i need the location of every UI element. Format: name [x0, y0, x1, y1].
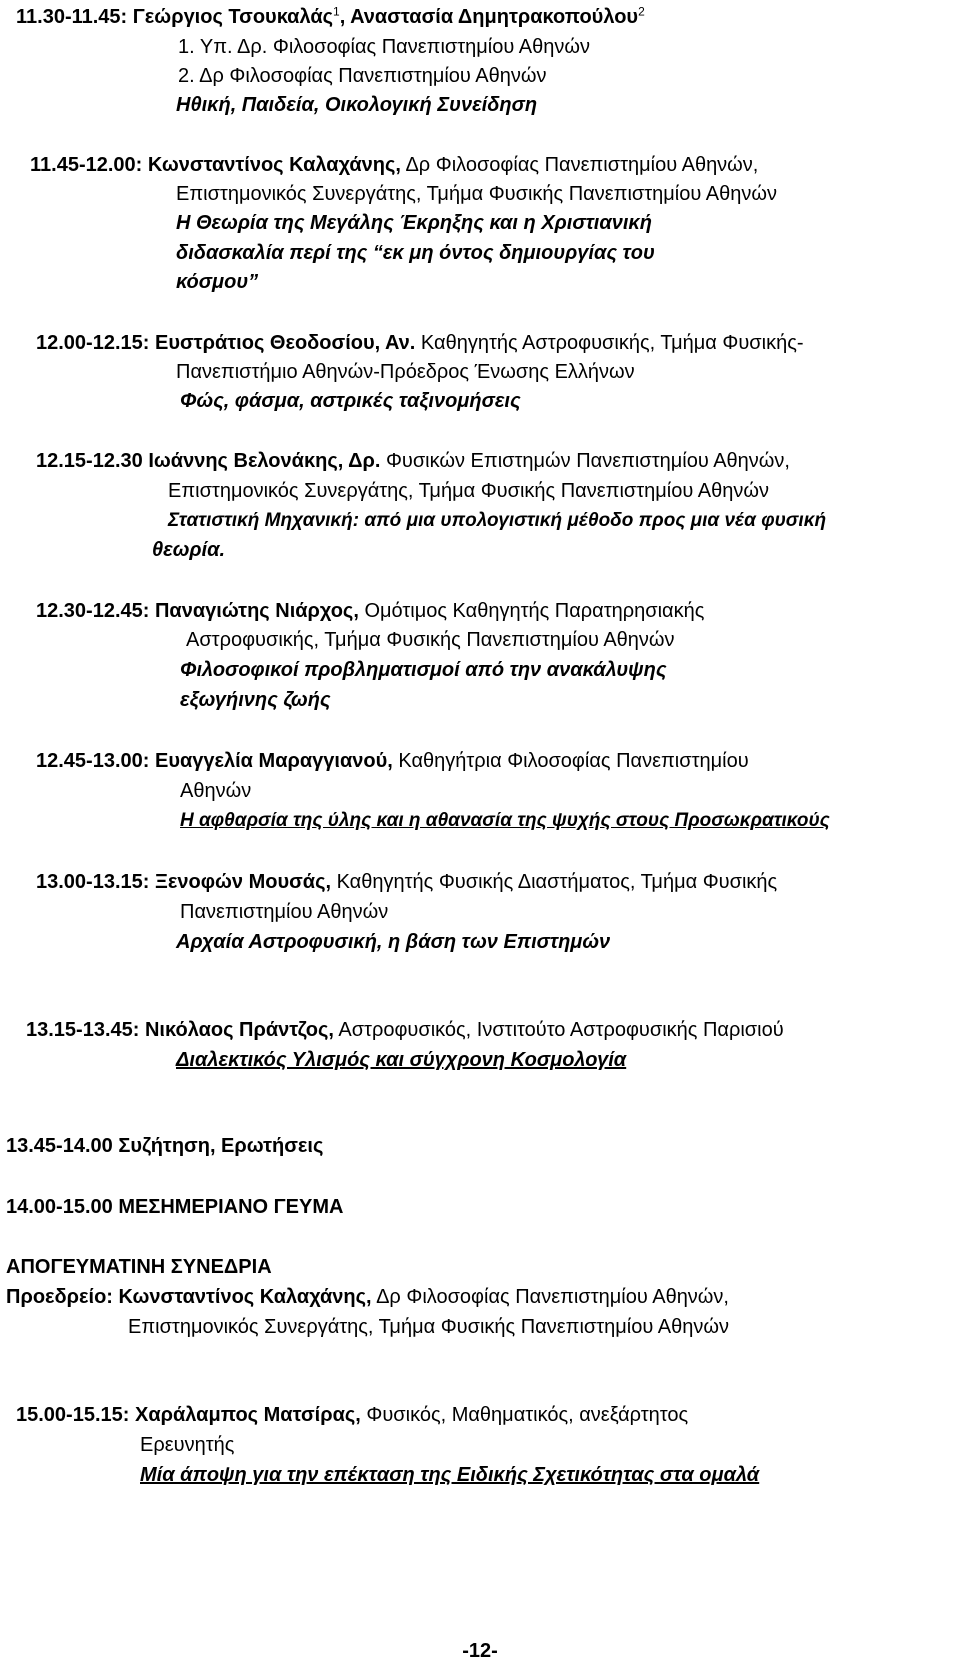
- talk-title: Ηθική, Παιδεία, Οικολογική Συνείδηση: [176, 94, 538, 116]
- chair-label: Προεδρείο:: [6, 1286, 113, 1308]
- talk-title: Η Θεωρία της Μεγάλης Έκρηξης και η Χριστιανική: [176, 212, 652, 234]
- speaker-affiliation: Καθηγητής Φυσικής Διαστήματος, Τμήμα Φυσικής: [331, 871, 778, 893]
- affiliation-line: Ερευνητής: [140, 1434, 235, 1456]
- footnote-marker: 2: [638, 4, 645, 19]
- talk-title: εξωγήινης ζωής: [180, 689, 331, 711]
- talk-title: κόσμου”: [176, 271, 259, 293]
- affiliation-line: Επιστημονικός Συνεργάτης, Τμήμα Φυσικής Πανεπιστημίου Αθηνών: [168, 480, 769, 502]
- affiliation-line: 2. Δρ Φιλοσοφίας Πανεπιστημίου Αθηνών: [178, 65, 547, 87]
- session-4-header: [36, 446, 790, 476]
- affiliation-line: Πανεπιστημίου Αθηνών: [180, 901, 389, 923]
- lunch-slot: 14.00-15.00 ΜΕΣΗΜΕΡΙΑΝΟ ΓΕΥΜΑ: [6, 1196, 344, 1218]
- session-time: 12.30-12.45:: [36, 600, 150, 622]
- session-time: 13.00-13.15:: [36, 871, 150, 893]
- speaker-name: Χαράλαμπος Ματσίρας,: [134, 1404, 361, 1426]
- affiliation-line: Επιστημονικός Συνεργάτης, Τμήμα Φυσικής Πανεπιστημίου Αθηνών: [128, 1316, 729, 1338]
- session-time: 13.15-13.45:: [26, 1019, 140, 1041]
- talk-title: θεωρία.: [152, 539, 226, 561]
- chair-line: [6, 1282, 729, 1312]
- speaker-name: Παναγιώτης Νιάρχος,: [154, 600, 359, 622]
- session-5-header: [36, 596, 704, 626]
- affiliation-line: 1. Υπ. Δρ. Φιλοσοφίας Πανεπιστημίου Αθηνών: [178, 36, 590, 58]
- talk-title: διδασκαλία περί της “εκ μη όντος δημιουργίας του: [176, 242, 655, 264]
- speaker-affiliation: Ομότιμος Καθηγητής Παρατηρησιακής: [358, 600, 705, 622]
- speaker-name: Αναστασία Δημητρακοπούλου: [350, 6, 639, 28]
- talk-title: Διαλεκτικός Υλισμός και σύγχρονη Κοσμολογία: [176, 1049, 627, 1071]
- session-7-header: [36, 867, 777, 897]
- speaker-name: Κωνσταντίνος Καλαχάνης,: [147, 154, 401, 176]
- discussion-slot: 13.45-14.00 Συζήτηση, Ερωτήσεις: [6, 1135, 324, 1157]
- chair-name: Κωνσταντίνος Καλαχάνης,: [118, 1286, 372, 1308]
- speaker-affiliation: Φυσικών Επιστημών Πανεπιστημίου Αθηνών,: [380, 450, 790, 472]
- speaker-name: Γεώργιος Τσουκαλάς: [132, 6, 334, 28]
- session-time: 12.45-13.00:: [36, 750, 150, 772]
- speaker-affiliation: Αστροφυσικός, Ινστιτούτο Αστροφυσικής Παρισιού: [333, 1019, 784, 1041]
- session-time: 11.30-11.45:: [16, 6, 128, 28]
- chair-affiliation: Δρ Φιλοσοφίας Πανεπιστημίου Αθηνών,: [371, 1286, 729, 1308]
- session-time: 15.00-15.15:: [16, 1404, 130, 1426]
- talk-title: Φιλοσοφικοί προβληματισμοί από την ανακάλυψης: [180, 659, 667, 681]
- session-8-header: [26, 1015, 784, 1045]
- speaker-affiliation: Καθηγητής Αστροφυσικής, Τμήμα Φυσικής-: [415, 332, 804, 354]
- afternoon-heading: ΑΠΟΓΕΥΜΑΤΙΝΗ ΣΥΝΕΔΡΙΑ: [6, 1256, 272, 1278]
- separator: ,: [339, 6, 351, 28]
- speaker-name: Ευαγγελία Μαραγγιανού,: [154, 750, 393, 772]
- speaker-name: Ευστράτιος Θεοδοσίου, Αν.: [154, 332, 416, 354]
- session-2-header: [30, 150, 758, 180]
- talk-title: Η αφθαρσία της ύλης και η αθανασία της ψυχής στους Προσωκρατικούς: [180, 810, 830, 831]
- speaker-affiliation: Δρ Φιλοσοφίας Πανεπιστημίου Αθηνών,: [400, 154, 759, 176]
- talk-title: Αρχαία Αστροφυσική, η βάση των Επιστημών: [176, 931, 611, 953]
- affiliation-line: Επιστημονικός Συνεργάτης, Τμήμα Φυσικής Πανεπιστημίου Αθηνών: [176, 183, 777, 205]
- speaker-name: Νικόλαος Πράντζος,: [144, 1019, 334, 1041]
- talk-title: Φώς, φάσμα, αστρικές ταξινομήσεις: [180, 390, 521, 412]
- session-9-header: [16, 1400, 688, 1430]
- page-number: -12-: [462, 1640, 498, 1662]
- affiliation-line: Πανεπιστήμιο Αθηνών-Πρόεδρος Ένωσης Ελλήνων: [176, 361, 635, 383]
- session-time: 12.00-12.15:: [36, 332, 150, 354]
- session-time: 11.45-12.00:: [30, 154, 143, 176]
- session-time: 12.15-12.30: [36, 450, 143, 472]
- affiliation-line: Αθηνών: [180, 780, 252, 802]
- affiliation-line: Αστροφυσικής, Τμήμα Φυσικής Πανεπιστημίου Αθηνών: [186, 629, 675, 651]
- speaker-name: Ιωάννης Βελονάκης, Δρ.: [148, 450, 381, 472]
- speaker-affiliation: Φυσικός, Μαθηματικός, ανεξάρτητος: [360, 1404, 689, 1426]
- session-3-header: [36, 328, 804, 358]
- speaker-affiliation: Καθηγήτρια Φιλοσοφίας Πανεπιστημίου: [392, 750, 749, 772]
- session-6-header: [36, 746, 749, 776]
- session-1-header: [16, 2, 645, 32]
- talk-title: Στατιστική Μηχανική: από μια υπολογιστική μέθοδο προς μια νέα φυσική: [168, 510, 827, 531]
- talk-title: Μία άποψη για την επέκταση της Ειδικής Σχετικότητας στα ομαλά: [140, 1464, 760, 1486]
- footnote-marker: 1: [333, 4, 340, 19]
- speaker-name: Ξενοφών Μουσάς,: [154, 871, 332, 893]
